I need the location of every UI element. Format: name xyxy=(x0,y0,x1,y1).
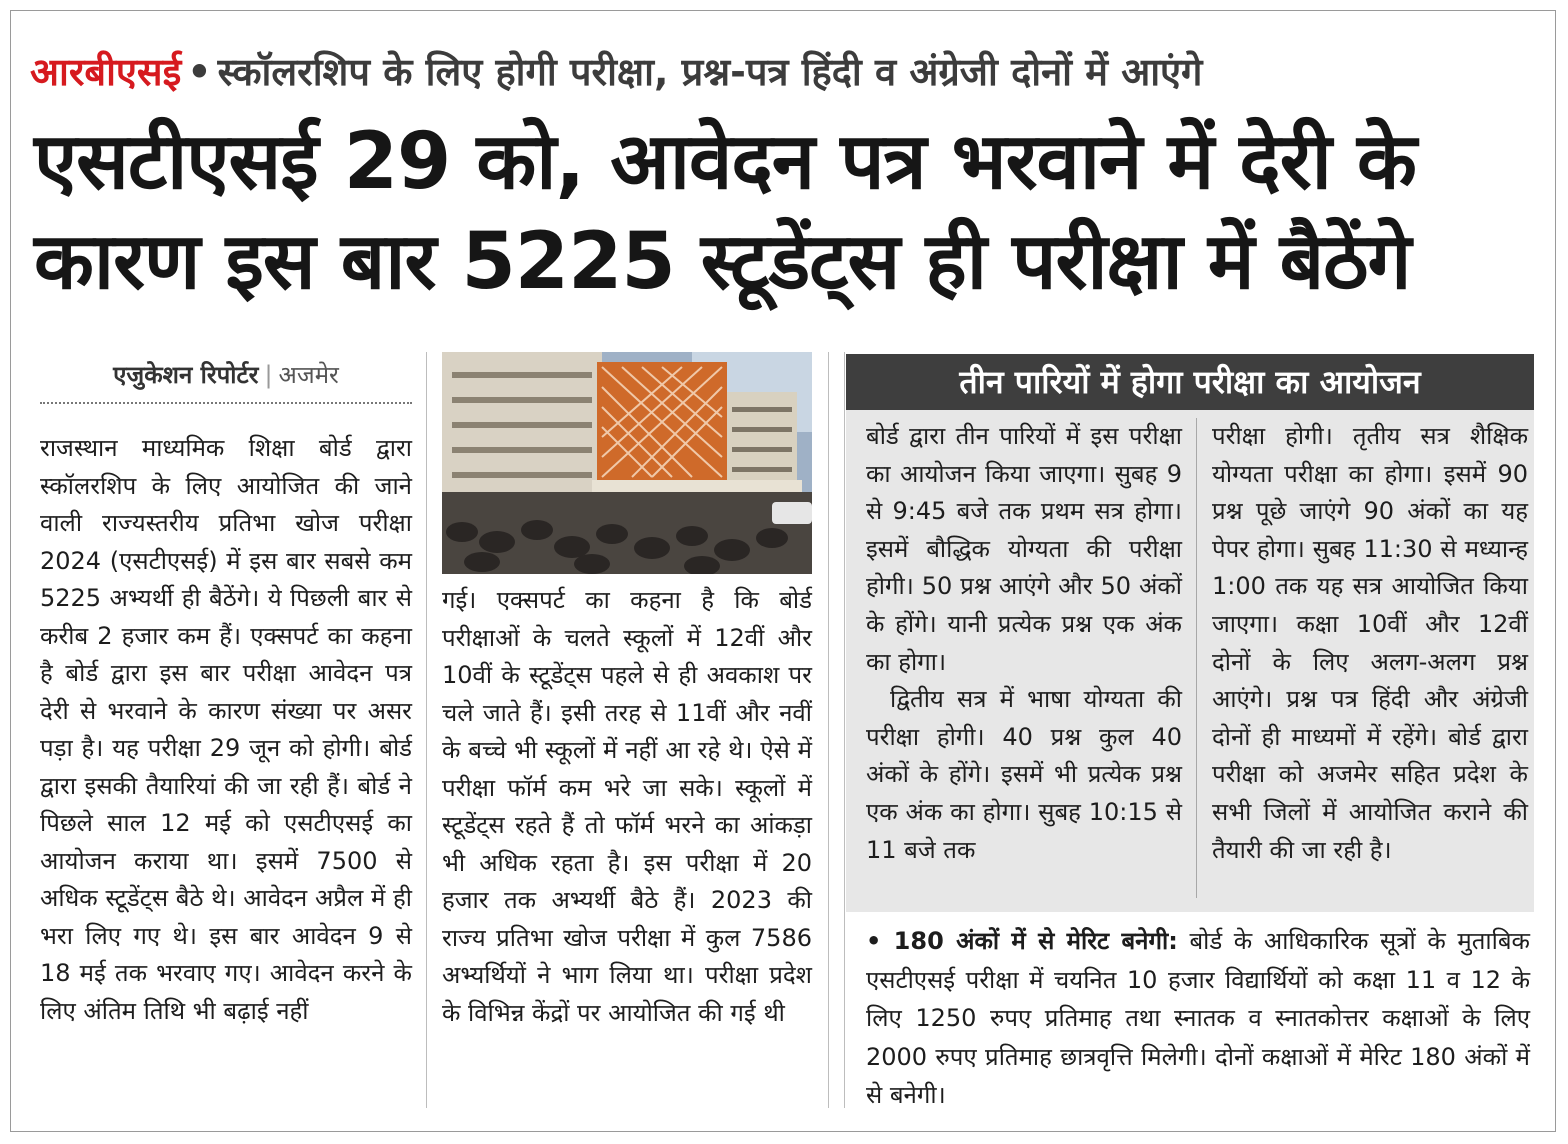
sidebar-paragraph-1: बोर्ड द्वारा तीन पारियों में इस परीक्षा का आयोजन किया जाएगा। सुबह 9 से 9:45 बजे तक प्रथम सत्र होगा। इसमें बौद्धिक योग्यता की परीक्षा होगी। 50 प्रश्न आएंगे और 50 अंकों के होंगे। यानी प्रत्येक प्रश्न एक अंक का होगा। xyxy=(866,422,1182,676)
kicker-text: स्कॉलरशिप के लिए होगी परीक्षा, प्रश्न-पत्र हिंदी व अंग्रेजी दोनों में आएंगे xyxy=(217,50,1203,94)
sidebar-column-b xyxy=(1212,418,1528,869)
sidebar-title: तीन पारियों में होगा परीक्षा का आयोजन xyxy=(846,354,1534,410)
sidebar-paragraph-2: द्वितीय सत्र में भाषा योग्यता की परीक्षा होगी। 40 प्रश्न कुल 40 अंकों के होंगे। इसमें भी प्रत्येक प्रश्न एक अंक का होगा। सुबह 10:15 से 11 बजे तक xyxy=(866,685,1182,864)
merit-note xyxy=(866,922,1530,1115)
sidebar-paragraph-3: परीक्षा होगी। तृतीय सत्र शैक्षिक योग्यता परीक्षा का होगा। इसमें 90 प्रश्न पूछे जाएंगे 90 अंकों का यह पेपर होगा। सुबह 11:30 से मध्यान्ह 1:00 तक यह सत्र आयोजित किया जाएगा। कक्षा 10वीं और 12वीं दोनों के लिए अलग-अलग प्रश्न आएंगे। प्रश्न पत्र हिंदी और अंग्रेजी दोनों ही माध्यमों में रहेंगे। बोर्ड द्वारा परीक्षा को अजमेर सहित प्रदेश के सभी जिलों में आयोजित कराने की तैयारी की जा रही है। xyxy=(1212,422,1528,864)
merit-text: बोर्ड के आधिकारिक सूत्रों के मुताबिक एसटीएसई परीक्षा में चयनित 10 हजार विद्यार्थियों को कक्षा 11 व 12 के लिए 1250 रुपए प्रतिमाह तथा स्नातक व स्नातकोत्तर कक्षाओं के लिए 2000 रुपए प्रतिमाह छात्रवृत्ति मिलेगी। दोनों कक्षाओं में मेरिट 180 अंकों में से बनेगी। xyxy=(866,927,1530,1109)
byline-separator: | xyxy=(264,361,273,389)
column-rule-2 xyxy=(828,352,829,1108)
sidebar-left-rule xyxy=(844,352,845,1108)
sidebar-column-a xyxy=(866,418,1182,869)
sidebar-box xyxy=(846,410,1534,912)
merit-lead: • 180 अंकों में से मेरिट बनेगी: xyxy=(866,927,1178,955)
dateline-city: अजमेर xyxy=(278,361,339,389)
kicker-bullet: • xyxy=(187,50,212,94)
article-column-2: गई। एक्सपर्ट का कहना है कि बोर्ड परीक्षाओं के चलते स्कूलों में 12वीं और 10वीं के स्टूडेंट्स पहले से ही अवकाश पर चले जाते हैं। इसी तरह से 11वीं और नवीं के बच्चे भी स्कूलों में नहीं आ रहे थे। ऐसे में परीक्षा फॉर्म कम भरे जा सके। स्कूलों में स्टूडेंट्स रहते हैं तो फॉर्म भरने का आंकड़ा भी अधिक रहता है। इस परीक्षा में 20 हजार तक अभ्यर्थी बैठे हैं। 2023 की राज्य प्रतिभा खोज परीक्षा में कुल 7586 अभ्यर्थियों ने भाग लिया था। परीक्षा प्रदेश के विभिन्न केंद्रों पर आयोजित की गई थी xyxy=(442,586,812,1027)
section-tag: आरबीएसई xyxy=(30,50,182,94)
building-photo-illustration xyxy=(442,352,812,574)
headline-line-2: कारण इस बार 5225 स्टूडेंट्स ही परीक्षा में बैठेंगे xyxy=(34,217,1411,307)
headline xyxy=(34,112,1534,312)
sidebar-column-divider xyxy=(1196,418,1197,898)
building-photo xyxy=(442,352,812,574)
article-column-1: राजस्थान माध्यमिक शिक्षा बोर्ड द्वारा स्कॉलरशिप के लिए आयोजित की जाने वाली राज्यस्तरीय प्रतिभा खोज परीक्षा 2024 (एसटीएसई) में इस बार सबसे कम 5225 अभ्यर्थी ही बैठेंगे। ये पिछली बार से करीब 2 हजार कम हैं। एक्सपर्ट का कहना है बोर्ड द्वारा इस बार परीक्षा आवेदन पत्र देरी से भरवाने के कारण संख्या पर असर पड़ा है। यह परीक्षा 29 जून को होगी। बोर्ड द्वारा इसकी तैयारियां की जा रही हैं। बोर्ड ने पिछले साल 12 मई को एसटीएसई का आयोजन कराया था। इसमें 7500 से अधिक स्टूडेंट्स बैठे थे। आवेदन अप्रैल में ही भरा लिए गए थे। इस बार आवेदन 9 से 18 मई तक भरवाए गए। आवेदन करने के लिए अंतिम तिथि भी बढ़ाई नहीं xyxy=(40,434,412,1025)
headline-line-1: एसटीएसई 29 को, आवेदन पत्र भरवाने में देरी के xyxy=(34,117,1416,207)
kicker-line xyxy=(30,42,1540,102)
reporter-name: एजुकेशन रिपोर्टर xyxy=(113,361,259,389)
column-rule-1 xyxy=(426,352,427,1108)
byline xyxy=(40,352,412,404)
